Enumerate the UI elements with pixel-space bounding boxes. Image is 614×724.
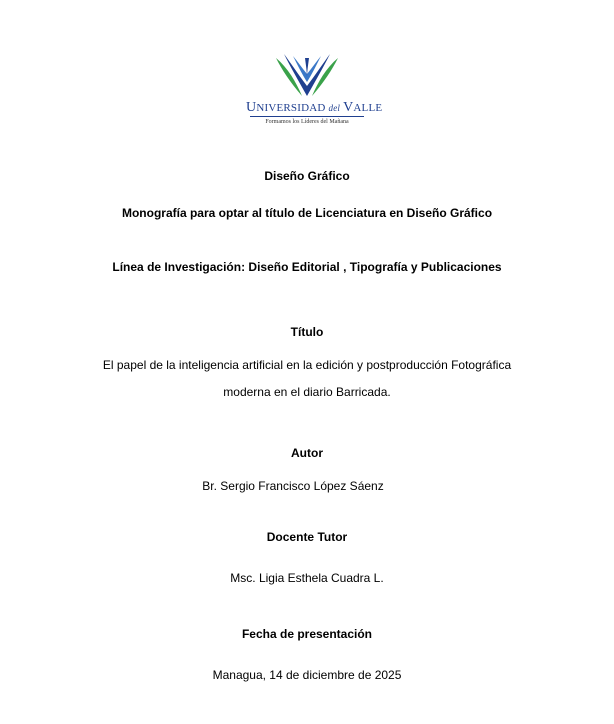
- author-heading: Autor: [291, 446, 323, 460]
- author-name: Br. Sergio Francisco López Sáenz: [202, 479, 384, 493]
- university-logo: [246, 52, 383, 128]
- university-name: UNIVERSIDAD del VALLE: [246, 100, 383, 115]
- research-line: Línea de Investigación: Diseño Editorial , Tipografía y Publicaciones: [112, 260, 502, 274]
- university-motto: Formamos los Líderes del Mañana: [265, 119, 349, 125]
- tutor-heading: Docente Tutor: [266, 530, 348, 544]
- title-heading: Título: [290, 325, 324, 339]
- university-emblem-icon: [274, 52, 340, 102]
- career-heading: Diseño Gráfico: [264, 169, 350, 183]
- tutor-name: Msc. Ligia Esthela Cuadra L.: [230, 571, 384, 585]
- monograph-statement: Monografía para optar al título de Licenciatura en Diseño Gráfico: [121, 206, 493, 220]
- date-heading: Fecha de presentación: [241, 627, 373, 641]
- thesis-title-line-1: El papel de la inteligencia artificial en la edición y postproducción Fotográfica: [102, 358, 512, 372]
- thesis-title-line-2: moderna en el diario Barricada.: [223, 385, 391, 399]
- presentation-date: Managua, 14 de diciembre de 2025: [212, 668, 402, 682]
- logo-divider: [250, 116, 364, 117]
